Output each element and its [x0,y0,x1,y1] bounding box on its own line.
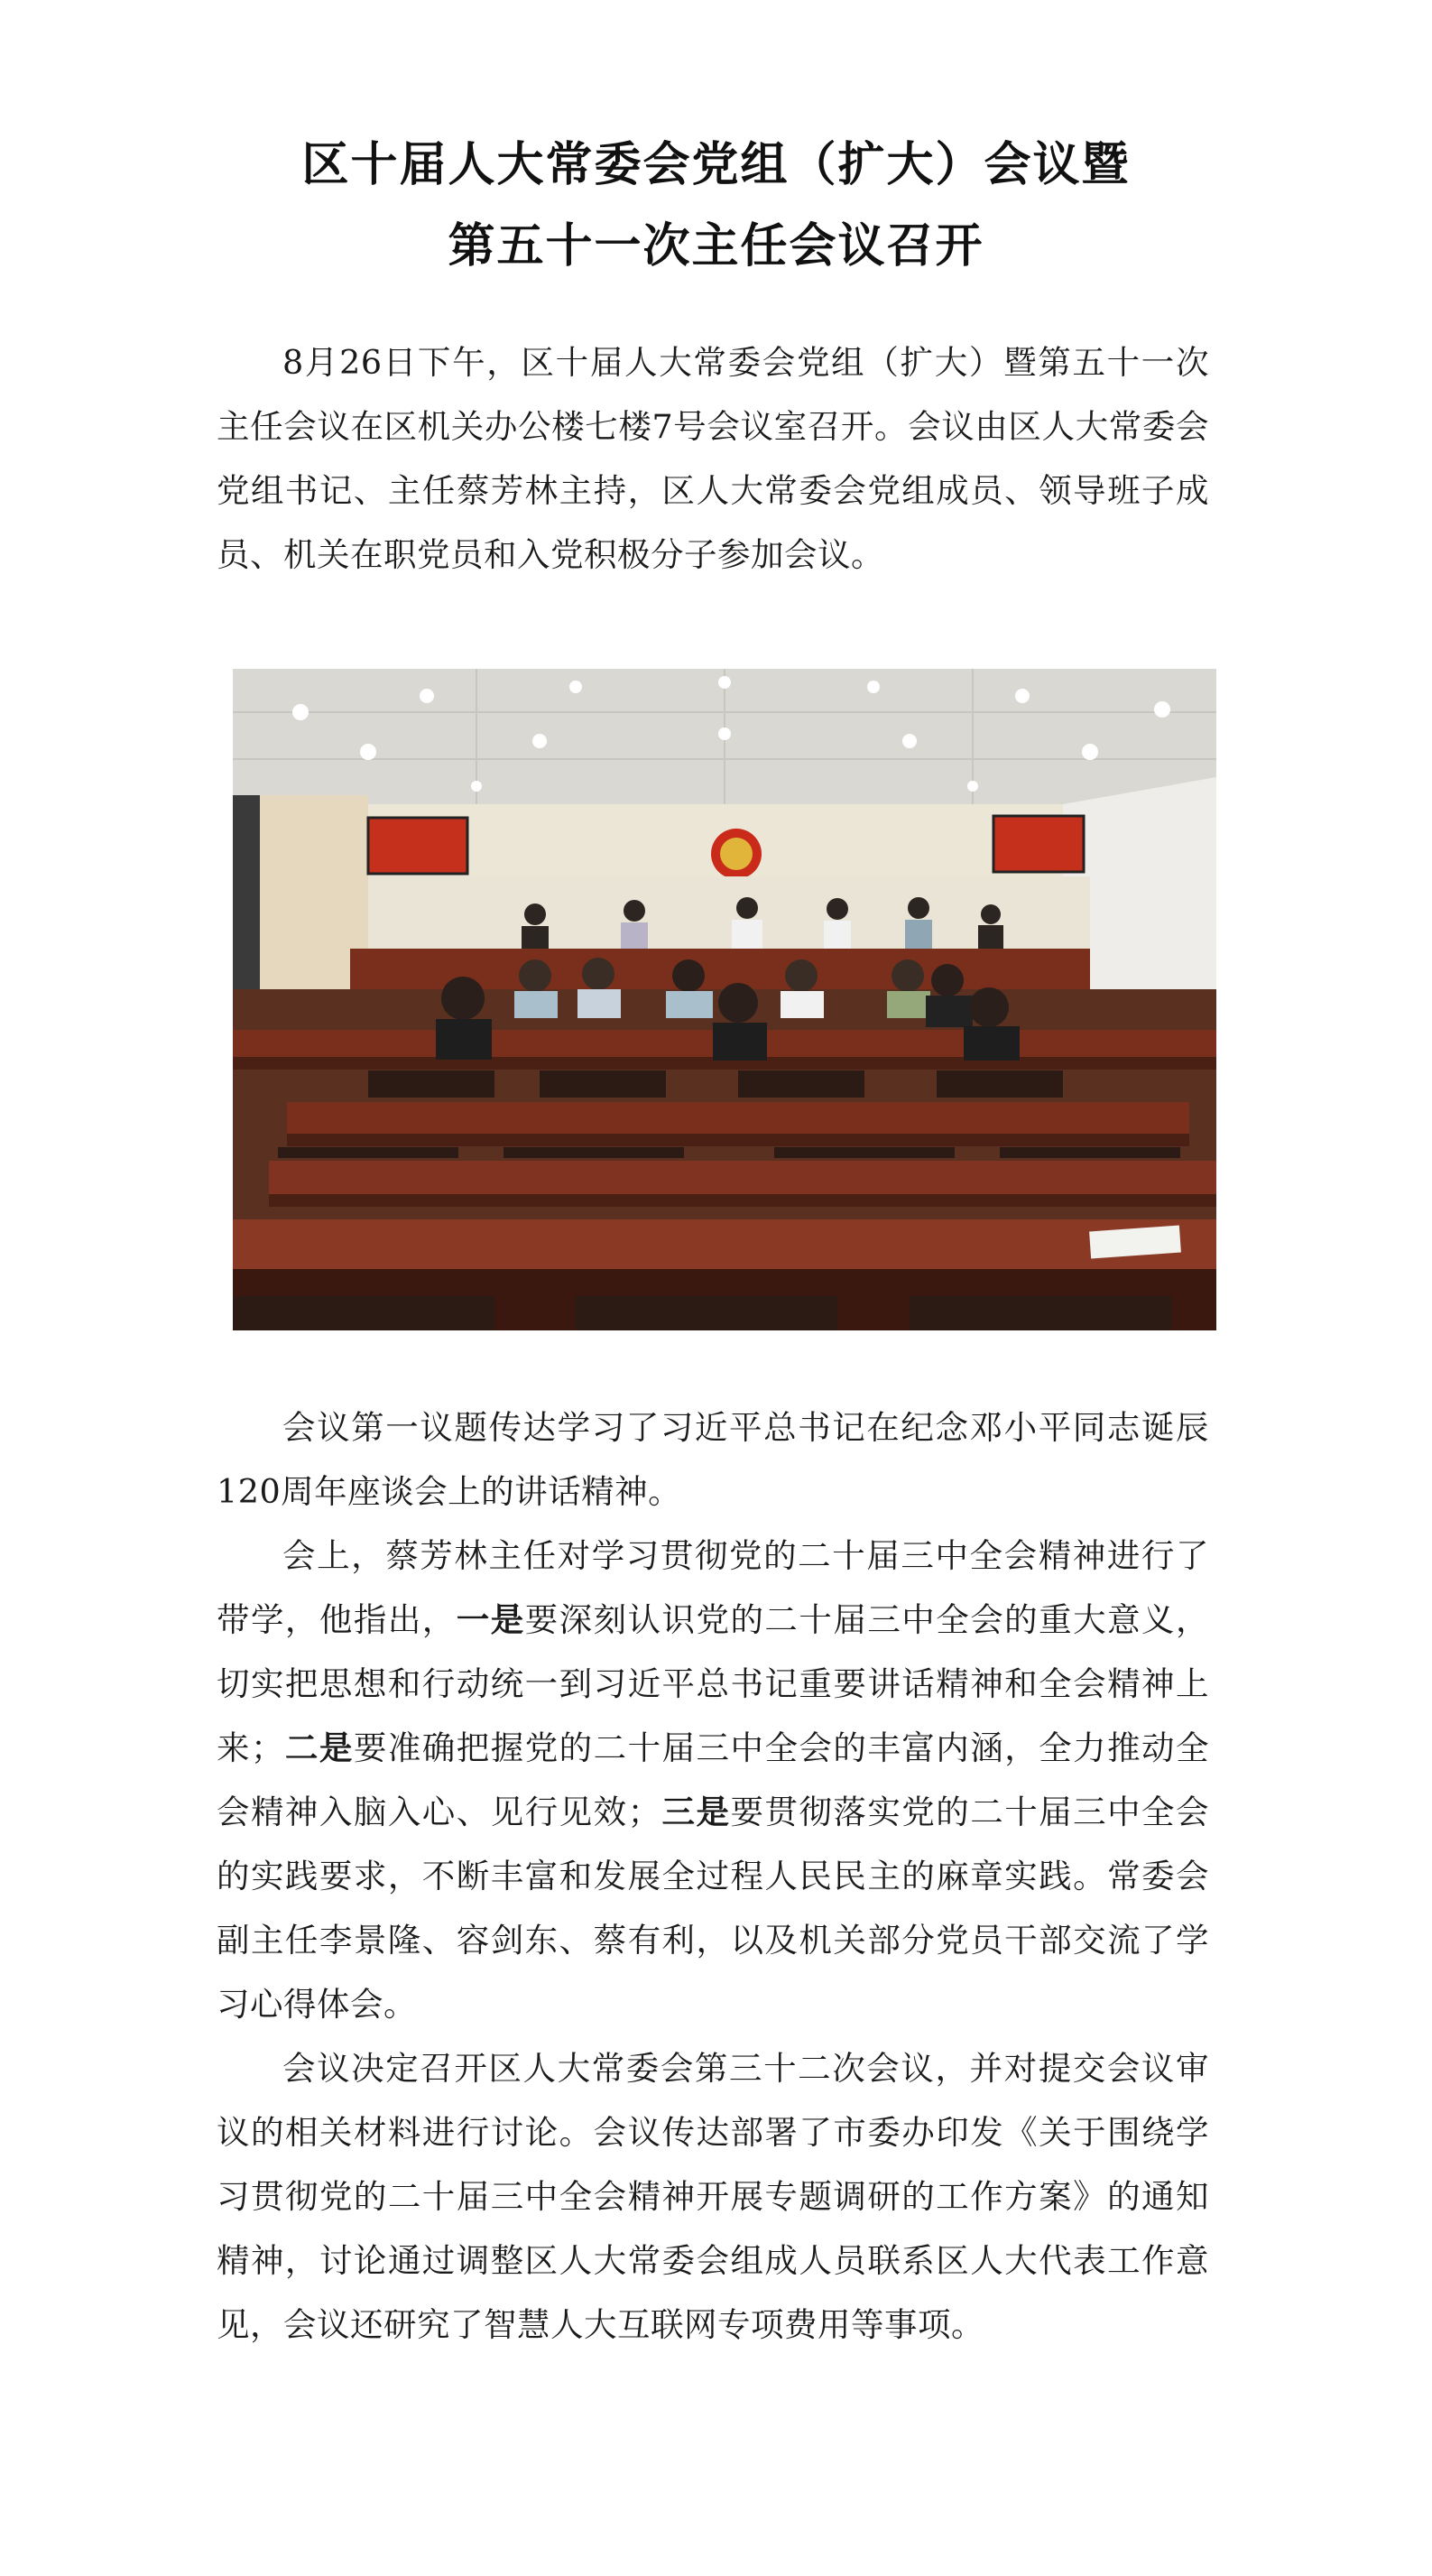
title-line-2: 第五十一次主任会议召开 [448,219,984,273]
paragraph-1: 8月26日下午，区十届人大常委会党组（扩大）暨第五十一次主任会议在区机关办公楼七楼7号会议室召开。会议由区人大常委会党组书记、主任蔡芳林主持，区人大常委会党组成员、领导班子成员、机关在职党员和入党积极分子参加会议。 [217,343,1209,574]
p3-second-marker: 二是 [283,1728,354,1767]
paragraph-2: 会议第一议题传达学习了习近平总书记在纪念邓小平同志诞辰120周年座谈会上的讲话精神。 [217,1408,1209,1511]
p3-intro: 会上，蔡芳林主任对学习贯彻党的二十届三中全会精神进行了带学，他指出， [217,1536,1209,1639]
paragraph-4: 会议决定召开区人大常委会第三十二次会议，并对提交会议审议的相关材料进行讨论。会议传达部署了市委办印发《关于围绕学习贯彻党的二十届三中全会精神开展专题调研的工作方案》的通知精神，讨论通过调整区人大常委会组成人员联系区人大代表工作意见，会议还研究了智慧人大互联网专项费用等事项。 [217,2049,1209,2344]
p3-second-text: 要准确把握党的二十届三中全会的丰富内涵，全力推动全会精神入脑入心、见行见效； [217,1728,1210,1831]
p3-first-marker: 一是 [456,1600,525,1639]
p3-third-text: 要贯彻落实党的二十届三中全会的实践要求，不断丰富和发展全过程人民民主的麻章实践。常委会副主任李景隆、容剑东、蔡有利，以及机关部分党员干部交流了学习心得体会。 [217,1793,1210,2024]
paragraph-3 [217,1524,1209,2036]
p3-first-text: 要深刻认识党的二十届三中全会的重大意义，切实把思想和行动统一到习近平总书记重要讲话精神和全会精神上来； [217,1600,1210,1767]
p3-third-marker: 三是 [661,1793,731,1831]
meeting-photo [233,669,1216,1330]
title-line-1: 区十届人大常委会党组（扩大）会议暨 [301,138,1131,192]
article-title [135,125,1297,287]
